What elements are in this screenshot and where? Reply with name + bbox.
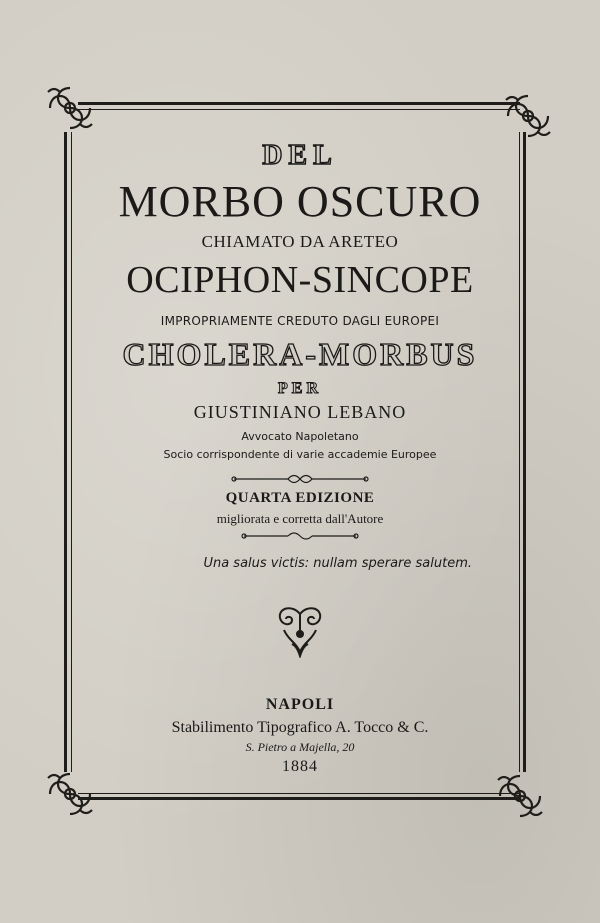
corner-ornament-top-right-icon — [502, 90, 554, 142]
called-by-line: CHIAMATO DA ARETEO — [201, 232, 399, 251]
author-name: GIUSTINIANO LEBANO — [193, 402, 407, 422]
edition-note: migliorata e corretta dall'Autore — [216, 511, 384, 526]
motto: Una salus victis: nullam sperare salutem. — [203, 556, 472, 571]
printer-line: Stabilimento Tipografico A. Tocco & C. — [171, 719, 429, 736]
title-third: CHOLERA-MORBUS — [122, 336, 478, 372]
author-role: Avvocato Napoletano — [241, 430, 359, 443]
rule-ornament-icon — [230, 472, 370, 486]
title-main: MORBO OSCURO — [118, 177, 482, 226]
city: NAPOLI — [265, 696, 335, 713]
rule-ornament-2-icon — [240, 530, 360, 542]
title-second: OCIPHON-SINCOPE — [126, 259, 474, 301]
heading-del: DEL — [262, 140, 338, 171]
year: 1884 — [282, 758, 318, 775]
corner-ornament-top-left-icon — [44, 82, 96, 134]
vignette-ornament-icon — [274, 604, 326, 658]
corner-ornament-bottom-right-icon — [494, 770, 546, 822]
believed-line: IMPROPRIAMENTE CREDUTO DAGLI EUROPEI — [160, 314, 440, 328]
address-line: S. Pietro a Majella, 20 — [245, 740, 355, 754]
author-membership: Socio corrispondente di varie accademie Europee — [163, 448, 437, 461]
edition-title: QUARTA EDIZIONE — [225, 490, 375, 506]
per-line: PER — [278, 380, 322, 397]
